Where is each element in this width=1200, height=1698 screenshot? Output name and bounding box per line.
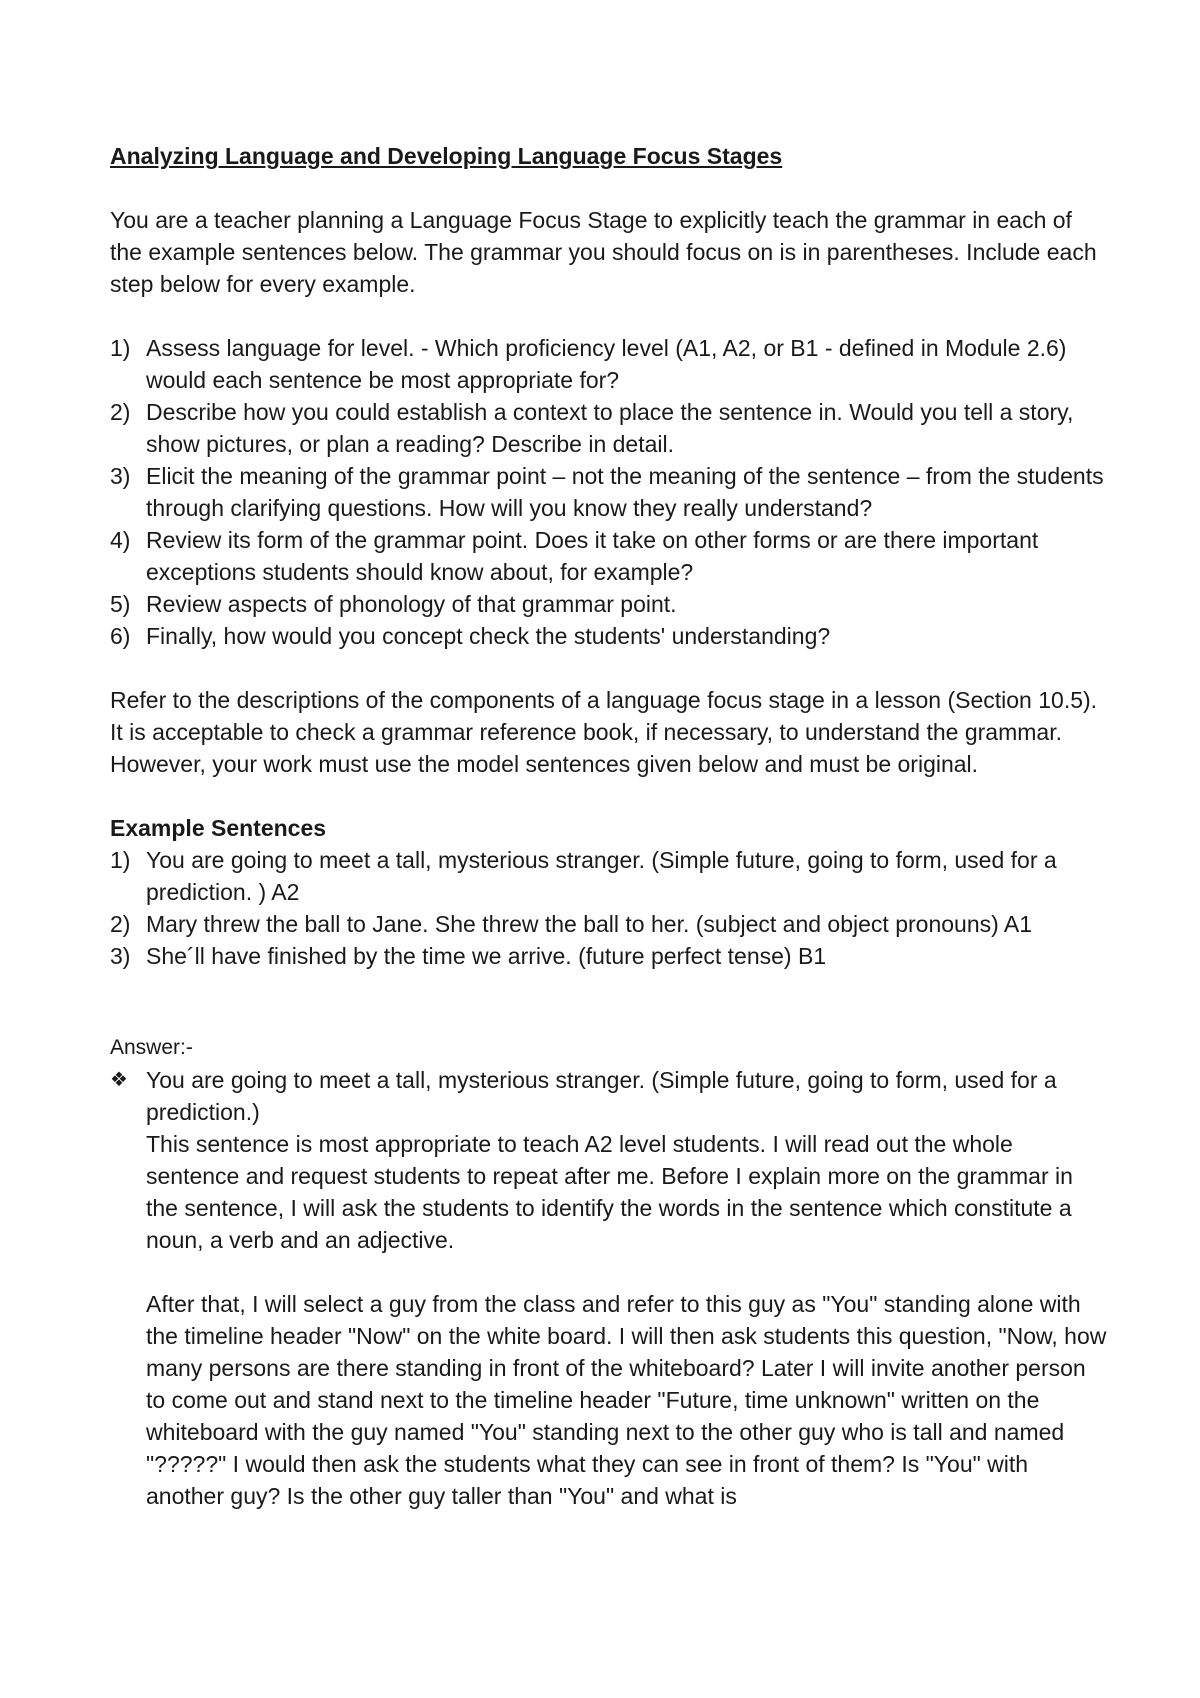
answer-heading: You are going to meet a tall, mysterious stranger. (Simple future, going to form, used for a prediction.) <box>146 1067 1057 1125</box>
list-number: 3) <box>110 463 131 489</box>
list-text: Elicit the meaning of the grammar point – not the meaning of the sentence – from the students through clarifying questions. How will you know they really understand? <box>146 463 1104 521</box>
list-text: Mary threw the ball to Jane. She threw the ball to her. (subject and object pronouns) A1 <box>146 911 1033 937</box>
list-number: 1) <box>110 847 131 873</box>
list-number: 4) <box>110 527 131 553</box>
document-title: Analyzing Language and Developing Language Focus Stages <box>110 143 783 169</box>
spacer <box>110 1004 1110 1032</box>
list-item <box>110 460 1110 524</box>
list-text: Review aspects of phonology of that grammar point. <box>146 591 677 617</box>
refer-paragraph: Refer to the descriptions of the components of a language focus stage in a lesson (Section 10.5). It is acceptable to check a grammar reference book, if necessary, to understand the grammar. However, your work must use the model sentences given below and must be original. <box>110 687 1098 777</box>
spacer <box>110 780 1110 812</box>
list-item <box>110 524 1110 588</box>
list-item <box>110 588 1110 620</box>
list-text: She´ll have finished by the time we arrive. (future perfect tense) B1 <box>146 943 827 969</box>
list-item <box>110 908 1110 940</box>
list-number: 6) <box>110 623 131 649</box>
list-item <box>110 844 1110 908</box>
list-item <box>110 940 1110 972</box>
spacer <box>146 1256 1110 1288</box>
list-number: 5) <box>110 591 131 617</box>
examples-list <box>110 844 1110 972</box>
list-number: 3) <box>110 943 131 969</box>
examples-heading: Example Sentences <box>110 815 327 841</box>
steps-list <box>110 332 1110 652</box>
spacer <box>110 652 1110 684</box>
answer-paragraph: This sentence is most appropriate to teach A2 level students. I will read out the whole sentence and request students to repeat after me. Before I explain more on the grammar in the sentence, I will ask the students to identify the words in the sentence which constitute a noun, a verb and an adjective. <box>146 1131 1073 1253</box>
list-item <box>110 620 1110 652</box>
list-number: 2) <box>110 399 131 425</box>
list-text: Describe how you could establish a context to place the sentence in. Would you tell a story, show pictures, or plan a reading? Describe in detail. <box>146 399 1074 457</box>
spacer <box>110 972 1110 1004</box>
answer-paragraph: After that, I will select a guy from the class and refer to this guy as "You" standing alone with the timeline header "Now" on the white board. I will then ask students this question, "Now, how many persons are there standing in front of the whiteboard? Later I will invite another person to come out and stand next to the timeline header "Future, time unknown" written on the whiteboard with the guy named "You" standing next to the other guy who is tall and named "?????" I would then ask the students what they can see in front of them? Is "You" with another guy? Is the other guy taller than "You" and what is <box>146 1291 1107 1509</box>
answer-label: Answer:- <box>110 1036 193 1059</box>
intro-paragraph: You are a teacher planning a Language Focus Stage to explicitly teach the grammar in each of the example sentences below. The grammar you should focus on is in parentheses. Include each step below for every example. <box>110 207 1097 297</box>
diamond-bullet-icon: ❖ <box>110 1069 128 1091</box>
list-text: Assess language for level. - Which proficiency level (A1, A2, or B1 - defined in Module 2.6) would each sentence be most appropriate for? <box>146 335 1067 393</box>
answer-item <box>110 1064 1110 1512</box>
list-text: Finally, how would you concept check the students' understanding? <box>146 623 831 649</box>
list-text: You are going to meet a tall, mysterious stranger. (Simple future, going to form, used for a prediction. ) A2 <box>146 847 1057 905</box>
list-item <box>110 332 1110 396</box>
list-text: Review its form of the grammar point. Does it take on other forms or are there important exceptions students should know about, for example? <box>146 527 1039 585</box>
spacer <box>110 300 1110 332</box>
list-item <box>110 396 1110 460</box>
list-number: 1) <box>110 335 131 361</box>
list-number: 2) <box>110 911 131 937</box>
document-page <box>110 140 1110 1512</box>
